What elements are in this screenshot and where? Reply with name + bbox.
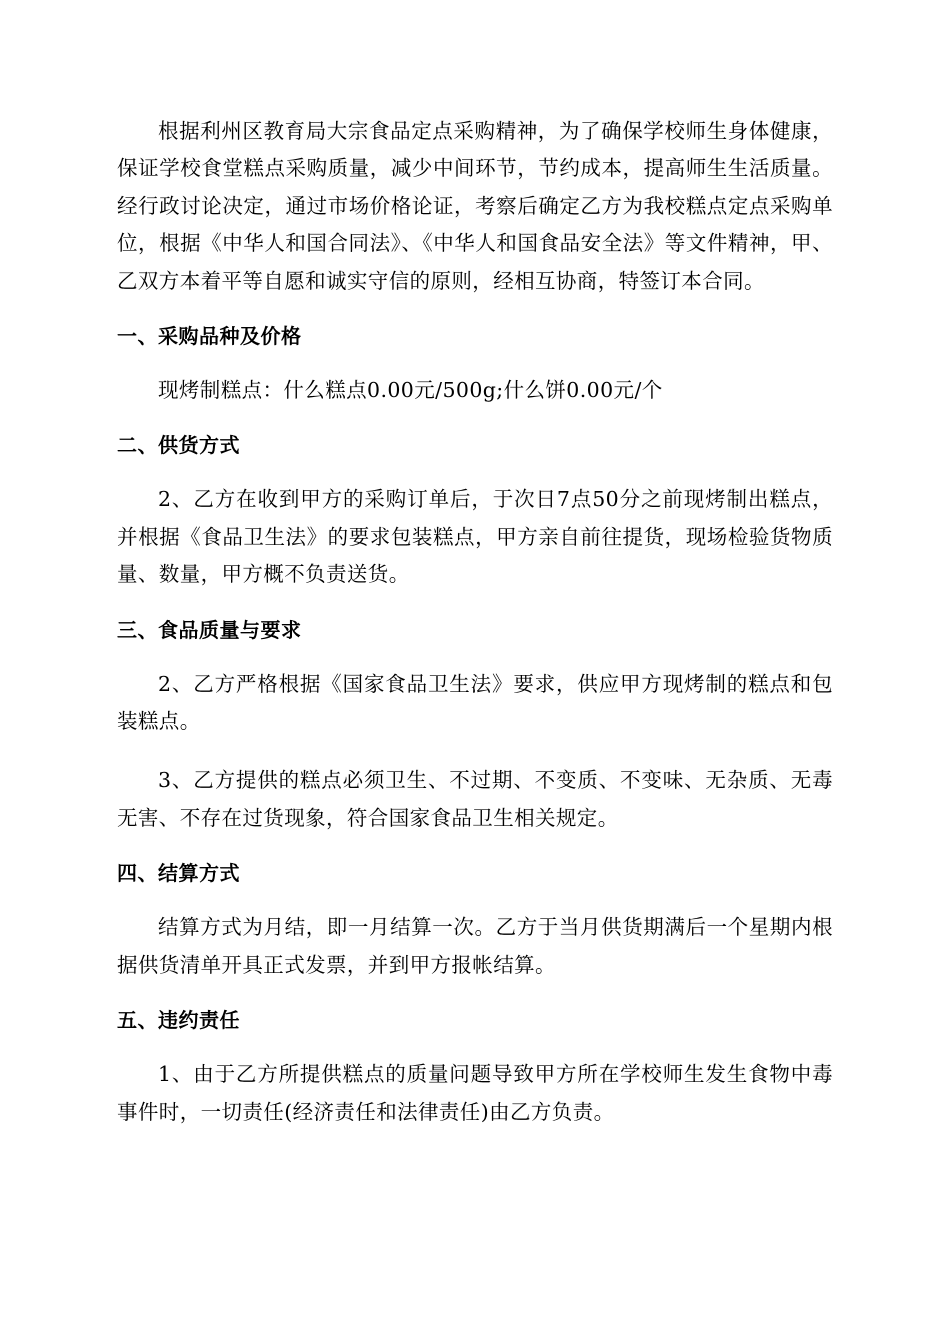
section-3-paragraph-2: 3、乙方提供的糕点必须卫生、不过期、不变质、不变味、无杂质、无毒无害、不存在过货现象，符合国家食品卫生相关规定。	[117, 768, 833, 830]
section-1-heading: 一、采购品种及价格	[117, 324, 302, 349]
section-3-heading: 三、食品质量与要求	[117, 617, 302, 642]
section-5-paragraph-1: 1、由于乙方所提供糕点的质量问题导致甲方所在学校师生发生食物中毒事件时，一切责任(经济责任和法律责任)由乙方负责。	[117, 1062, 833, 1124]
intro-paragraph: 根据利州区教育局大宗食品定点采购精神，为了确保学校师生身体健康，保证学校食堂糕点采购质量，减少中间环节，节约成本，提高师生生活质量。经行政讨论决定，通过市场价格论证，考察后确定乙方为我校糕点定点采购单位，根据《中华人和国合同法》、《中华人和国食品安全法》等文件精神，甲、乙双方本着平等自愿和诚实守信的原则，经相互协商，特签订本合同。	[117, 119, 833, 293]
section-2-heading: 二、供货方式	[117, 433, 240, 458]
section-5-heading: 五、违约责任	[117, 1008, 240, 1033]
section-3-paragraph-1: 2、乙方严格根据《国家食品卫生法》要求，供应甲方现烤制的糕点和包装糕点。	[117, 671, 833, 734]
section-4-paragraph-1: 结算方式为月结，即一月结算一次。乙方于当月供货期满后一个星期内根据供货清单开具正式发票，并到甲方报帐结算。	[117, 915, 833, 977]
contract-body	[117, 113, 833, 1131]
section-4-heading: 四、结算方式	[117, 861, 240, 886]
section-2-paragraph-1: 2、乙方在收到甲方的采购订单后，于次日7点50分之前现烤制出糕点，并根据《食品卫生法》的要求包装糕点，甲方亲自前往提货，现场检验货物质量、数量，甲方概不负责送货。	[117, 487, 833, 587]
section-1-paragraph-1: 现烤制糕点：什么糕点0.00元/500g;什么饼0.00元/个	[158, 378, 663, 403]
